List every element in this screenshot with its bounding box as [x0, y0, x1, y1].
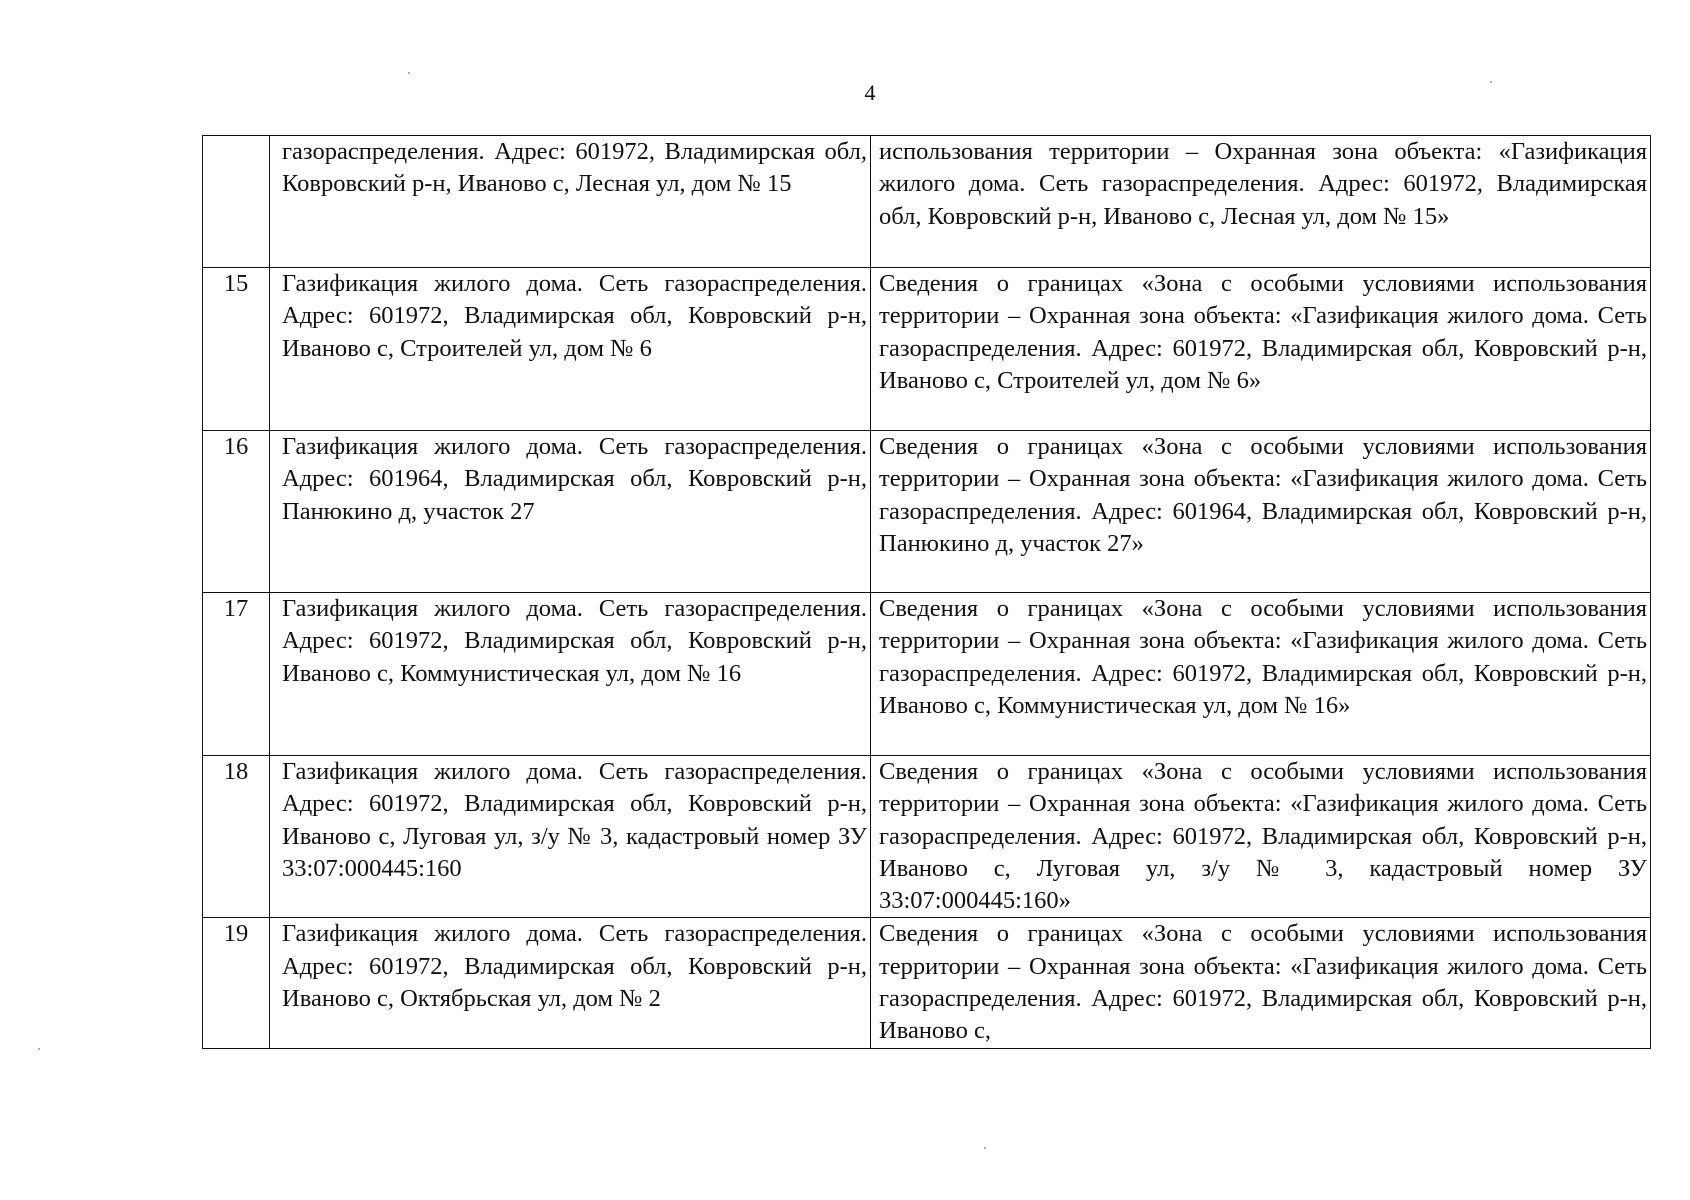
zone-information: Сведения о границах «Зона с особыми условиями использования территории – Охранная зона объекта: «Газификация жилого дома. Сеть газораспределения. Адрес: 601964, Владимирская обл, Ковровский р-н, Панюкино д, участок 27» [871, 431, 1651, 593]
zone-information: Сведения о границах «Зона с особыми условиями использования территории – Охранная зона объекта: «Газификация жилого дома. Сеть газораспределения. Адрес: 601972, Владимирская обл, Ковровский р-н, Иваново с, [871, 918, 1651, 1048]
row-number: 19 [203, 918, 270, 1048]
table-row [203, 268, 1651, 431]
row-number: 17 [203, 593, 270, 756]
object-description: Газификация жилого дома. Сеть газораспределения. Адрес: 601972, Владимирская обл, Ковровский р-н, Иваново с, Октябрьская ул, дом № 2 [270, 918, 871, 1048]
scan-speck [1490, 81, 1492, 83]
zone-information: Сведения о границах «Зона с особыми условиями использования территории – Охранная зона объекта: «Газификация жилого дома. Сеть газораспределения. Адрес: 601972, Владимирская обл, Ковровский р-н, Иваново с, Строителей ул, дом № 6» [871, 268, 1651, 431]
scan-speck [408, 72, 410, 74]
zone-information: использования территории – Охранная зона объекта: «Газификация жилого дома. Сеть газораспределения. Адрес: 601972, Владимирская обл, Ковровский р-н, Иваново с, Лесная ул, дом № 15» [871, 136, 1651, 268]
object-description: Газификация жилого дома. Сеть газораспределения. Адрес: 601972, Владимирская обл, Ковровский р-н, Иваново с, Луговая ул, з/у № 3, кадастровый номер ЗУ 33:07:000445:160 [270, 756, 871, 918]
table-row [203, 756, 1651, 918]
table-row [203, 593, 1651, 756]
scan-speck [984, 1147, 986, 1149]
scan-speck [38, 1048, 40, 1050]
table-row [203, 431, 1651, 593]
table-row [203, 136, 1651, 268]
row-number: 16 [203, 431, 270, 593]
page-number: 4 [864, 80, 876, 105]
zone-information: Сведения о границах «Зона с особыми условиями использования территории – Охранная зона объекта: «Газификация жилого дома. Сеть газораспределения. Адрес: 601972, Владимирская обл, Ковровский р-н, Иваново с, Коммунистическая ул, дом № 16» [871, 593, 1651, 756]
row-number [203, 136, 270, 268]
row-number: 15 [203, 268, 270, 431]
object-description: газораспределения. Адрес: 601972, Владимирская обл, Ковровский р-н, Иваново с, Лесная ул, дом № 15 [270, 136, 871, 268]
row-number: 18 [203, 756, 270, 918]
object-description: Газификация жилого дома. Сеть газораспределения. Адрес: 601964, Владимирская обл, Ковровский р-н, Панюкино д, участок 27 [270, 431, 871, 593]
object-description: Газификация жилого дома. Сеть газораспределения. Адрес: 601972, Владимирская обл, Ковровский р-н, Иваново с, Коммунистическая ул, дом № 16 [270, 593, 871, 756]
table-row [203, 918, 1651, 1048]
object-description: Газификация жилого дома. Сеть газораспределения. Адрес: 601972, Владимирская обл, Ковровский р-н, Иваново с, Строителей ул, дом № 6 [270, 268, 871, 431]
zones-table [202, 135, 1651, 1049]
zone-information: Сведения о границах «Зона с особыми условиями использования территории – Охранная зона объекта: «Газификация жилого дома. Сеть газораспределения. Адрес: 601972, Владимирская обл, Ковровский р-н, Иваново с, Луговая ул, з/у № 3, кадастровый номер ЗУ 33:07:000445:160» [871, 756, 1651, 918]
